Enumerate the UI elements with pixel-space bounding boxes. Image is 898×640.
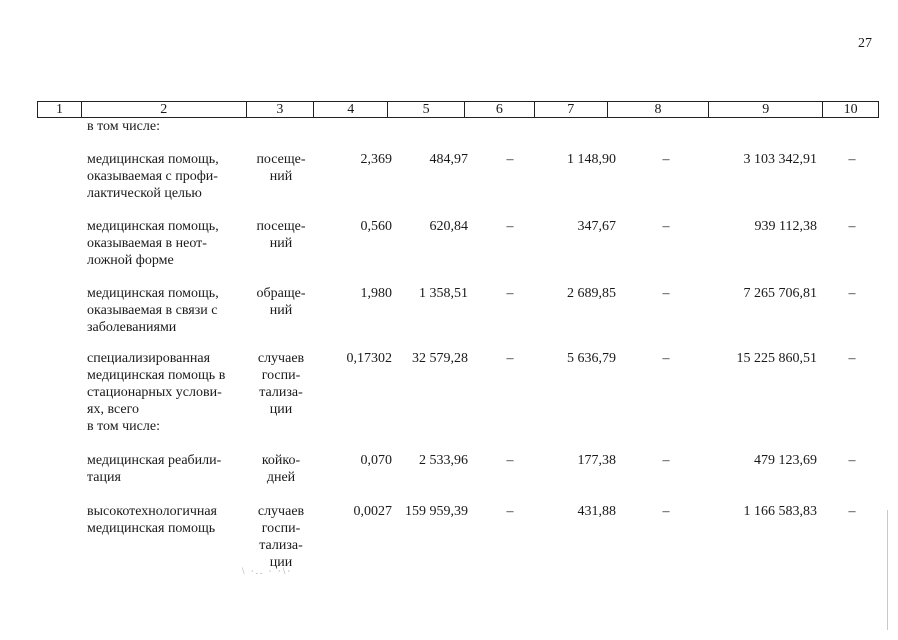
- header-cell: 9: [709, 102, 823, 117]
- cell-col-8: –: [662, 504, 670, 519]
- cell-col-5: 484,97: [429, 152, 468, 167]
- cell-col-6: –: [506, 504, 514, 519]
- header-cell: 4: [314, 102, 388, 117]
- intro-label: в том числе:: [87, 119, 160, 134]
- row-unit-line: посеще-: [256, 219, 306, 234]
- header-cell: 7: [535, 102, 608, 117]
- cell-col-7: 1 148,90: [567, 152, 616, 167]
- cell-col-10: –: [848, 453, 856, 468]
- cell-col-9: 7 265 706,81: [743, 286, 817, 301]
- row-label-line: медицинская помощь в: [87, 368, 226, 383]
- row-unit-line: дней: [266, 470, 296, 485]
- header-cell: 5: [388, 102, 465, 117]
- row-label-line: ях, всего: [87, 402, 139, 417]
- cell-col-6: –: [506, 152, 514, 167]
- cell-col-8: –: [662, 286, 670, 301]
- cell-col-7: 5 636,79: [567, 351, 616, 366]
- row-label-line: медицинская реабили-: [87, 453, 222, 468]
- cell-col-10: –: [848, 504, 856, 519]
- row-label-line: высокотехнологичная: [87, 504, 217, 519]
- row-label: [87, 452, 239, 486]
- cell-col-5: 159 959,39: [405, 504, 468, 519]
- row-label-line: в том числе:: [87, 419, 160, 434]
- cell-col-4: 1,980: [360, 286, 392, 301]
- cell-col-8: –: [662, 351, 670, 366]
- row-label: [87, 151, 239, 202]
- cell-col-9: 1 166 583,83: [743, 504, 817, 519]
- row-unit-line: случаев: [257, 351, 305, 366]
- cell-col-4: 0,560: [360, 219, 392, 234]
- row-unit-line: ний: [269, 303, 293, 318]
- header-cell: 2: [82, 102, 247, 117]
- cell-col-8: –: [662, 453, 670, 468]
- row-label-line: медицинская помощь,: [87, 152, 219, 167]
- row-label-line: медицинская помощь: [87, 521, 216, 536]
- row-unit-line: случаев: [257, 504, 305, 519]
- cell-col-8: –: [662, 152, 670, 167]
- row-unit: [248, 350, 314, 418]
- header-cell: 3: [247, 102, 315, 117]
- row-unit: [248, 285, 314, 319]
- cell-col-10: –: [848, 286, 856, 301]
- row-label: [87, 285, 239, 336]
- row-unit-line: ции: [269, 555, 293, 570]
- row-label-line: тация: [87, 470, 121, 485]
- row-label-line: заболеваниями: [87, 320, 177, 335]
- row-label-line: специализированная: [87, 351, 211, 366]
- cell-col-6: –: [506, 453, 514, 468]
- row-unit-line: госпи-: [261, 521, 301, 536]
- cell-col-7: 347,67: [577, 219, 616, 234]
- cell-col-4: 2,369: [360, 152, 392, 167]
- cell-col-7: 431,88: [577, 504, 616, 519]
- row-unit-line: посеще-: [256, 152, 306, 167]
- header-cell: 6: [465, 102, 535, 117]
- row-unit-line: тализа-: [259, 385, 303, 400]
- cell-col-6: –: [506, 286, 514, 301]
- row-label-line: ложной форме: [87, 253, 174, 268]
- cell-col-9: 3 103 342,91: [743, 152, 817, 167]
- row-label: [87, 503, 239, 537]
- row-label-line: оказываемая в связи с: [87, 303, 218, 318]
- row-label-line: медицинская помощь,: [87, 286, 219, 301]
- cell-col-7: 2 689,85: [567, 286, 616, 301]
- scan-edge: [887, 510, 888, 630]
- row-label: [87, 350, 239, 435]
- row-unit: [248, 218, 314, 252]
- row-label-line: лактической целью: [87, 186, 202, 201]
- cell-col-5: 32 579,28: [412, 351, 468, 366]
- row-unit-line: госпи-: [261, 368, 301, 383]
- cell-col-9: 15 225 860,51: [736, 351, 817, 366]
- row-label-line: оказываемая с профи-: [87, 169, 218, 184]
- cell-col-9: 479 123,69: [754, 453, 817, 468]
- cell-col-7: 177,38: [577, 453, 616, 468]
- cell-col-8: –: [662, 219, 670, 234]
- row-unit: [248, 503, 314, 571]
- header-cell: 10: [843, 102, 858, 117]
- cell-col-5: 1 358,51: [419, 286, 468, 301]
- cell-col-4: 0,070: [360, 453, 392, 468]
- cell-col-6: –: [506, 219, 514, 234]
- page-number: 27: [858, 36, 872, 51]
- cell-col-4: 0,0027: [353, 504, 392, 519]
- row-label-line: медицинская помощь,: [87, 219, 219, 234]
- cell-col-10: –: [848, 152, 856, 167]
- cell-col-10: –: [848, 219, 856, 234]
- cell-col-6: –: [506, 351, 514, 366]
- row-unit-line: ний: [269, 169, 293, 184]
- scan-speck: \ ·.. · ·\·: [242, 566, 293, 576]
- row-unit-line: ний: [269, 236, 293, 251]
- row-unit-line: тализа-: [259, 538, 303, 553]
- cell-col-5: 620,84: [429, 219, 468, 234]
- row-label: [87, 218, 239, 269]
- header-cell: 8: [608, 102, 710, 117]
- cell-col-9: 939 112,38: [754, 219, 817, 234]
- row-unit-line: обраще-: [256, 286, 306, 301]
- cell-col-10: –: [848, 351, 856, 366]
- row-unit-line: койко-: [261, 453, 301, 468]
- table-header-row: [37, 101, 879, 118]
- header-cell: 1: [38, 102, 82, 117]
- row-unit: [248, 151, 314, 185]
- cell-col-5: 2 533,96: [419, 453, 468, 468]
- row-unit-line: ции: [269, 402, 293, 417]
- row-label-line: оказываемая в неот-: [87, 236, 207, 251]
- cell-col-4: 0,17302: [346, 351, 392, 366]
- row-label-line: стационарных услови-: [87, 385, 222, 400]
- row-unit: [248, 452, 314, 486]
